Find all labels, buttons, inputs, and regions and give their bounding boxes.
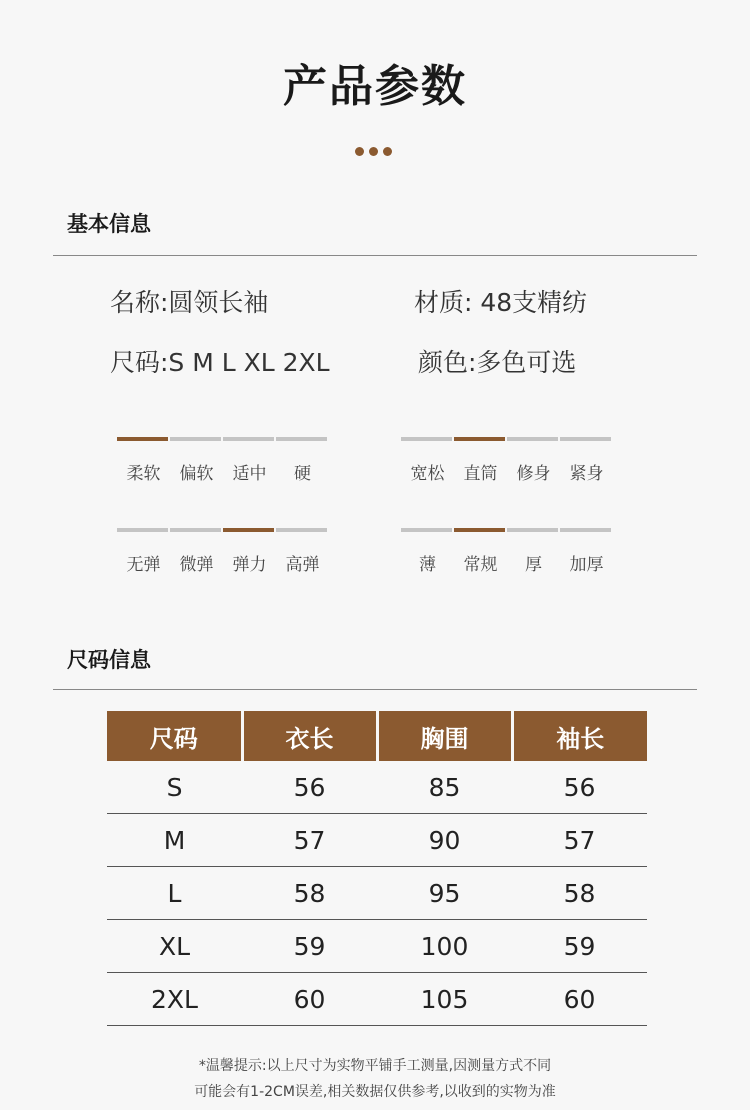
scale-bar [560, 528, 611, 532]
table-cell: L [107, 867, 242, 920]
product-color: 颜色:多色可选 [418, 348, 577, 377]
product-name: 名称:圆领长袖 [110, 288, 269, 317]
table-cell: 100 [377, 920, 512, 973]
scale-label: 无弹 [126, 555, 161, 575]
scale-bar [560, 437, 611, 441]
note-line-2: 可能会有1-2CM误差,相关数据仅供参考,以收到的实物为准 [194, 1084, 556, 1100]
scale-label: 厚 [525, 555, 542, 575]
column-header: 袖长 [512, 711, 647, 761]
size-table-header [107, 711, 647, 761]
scale-bar-selected [223, 528, 274, 532]
table-cell: 60 [512, 973, 647, 1026]
scale-bar [401, 528, 452, 532]
table-cell: 56 [512, 761, 647, 814]
scale-bar [170, 528, 221, 532]
scale-label: 偏软 [179, 464, 214, 484]
page-title: 产品参数 [283, 61, 467, 112]
dot-icon [355, 147, 364, 156]
scale-label: 微弹 [179, 555, 214, 575]
column-header: 尺码 [107, 711, 242, 761]
scale-label: 柔软 [126, 464, 161, 484]
scale-label: 宽松 [410, 464, 445, 484]
table-row [107, 973, 647, 1026]
size-table [107, 711, 647, 1026]
scale-bar [507, 437, 558, 441]
basic-info-heading: 基本信息 [67, 212, 151, 236]
scale-bar [401, 437, 452, 441]
table-cell: S [107, 761, 242, 814]
decorative-dots [355, 147, 395, 157]
table-cell: 57 [242, 814, 377, 867]
scale-label: 弹力 [232, 555, 267, 575]
table-cell: 58 [512, 867, 647, 920]
scale-bar-selected [454, 437, 505, 441]
scale-bar-selected [454, 528, 505, 532]
scale-label: 高弹 [285, 555, 320, 575]
scale-label: 硬 [294, 464, 311, 484]
table-row [107, 920, 647, 973]
scale-label: 加厚 [569, 555, 604, 575]
table-cell: 58 [242, 867, 377, 920]
table-cell: 60 [242, 973, 377, 1026]
table-cell: M [107, 814, 242, 867]
scale-bar [117, 528, 168, 532]
scale-bar [276, 437, 327, 441]
scale-bar [170, 437, 221, 441]
scale-label: 紧身 [569, 464, 604, 484]
table-cell: 105 [377, 973, 512, 1026]
column-header: 胸围 [377, 711, 512, 761]
scale-label: 适中 [232, 464, 267, 484]
table-row [107, 761, 647, 814]
scale-label: 常规 [463, 555, 498, 575]
scale-bar [507, 528, 558, 532]
scale-label: 修身 [516, 464, 551, 484]
table-cell: 59 [242, 920, 377, 973]
table-row [107, 867, 647, 920]
table-cell: 85 [377, 761, 512, 814]
scale-bar [223, 437, 274, 441]
column-header: 衣长 [242, 711, 377, 761]
product-material: 材质: 48支精纺 [414, 288, 588, 317]
table-cell: 90 [377, 814, 512, 867]
scale-label: 直筒 [463, 464, 498, 484]
dot-icon [369, 147, 378, 156]
divider [53, 689, 697, 690]
dot-icon [383, 147, 392, 156]
product-sizes: 尺码:S M L XL 2XL [110, 348, 330, 377]
size-info-heading: 尺码信息 [67, 648, 151, 672]
table-cell: 56 [242, 761, 377, 814]
table-row [107, 814, 647, 867]
note-line-1: *温馨提示:以上尺寸为实物平铺手工测量,因测量方式不同 [198, 1058, 552, 1074]
size-table-body [107, 761, 647, 1026]
scale-label: 薄 [419, 555, 436, 575]
divider [53, 255, 697, 256]
scale-bar-selected [117, 437, 168, 441]
table-cell: 59 [512, 920, 647, 973]
table-cell: 57 [512, 814, 647, 867]
table-cell: 95 [377, 867, 512, 920]
table-cell: XL [107, 920, 242, 973]
table-cell: 2XL [107, 973, 242, 1026]
scale-bar [276, 528, 327, 532]
